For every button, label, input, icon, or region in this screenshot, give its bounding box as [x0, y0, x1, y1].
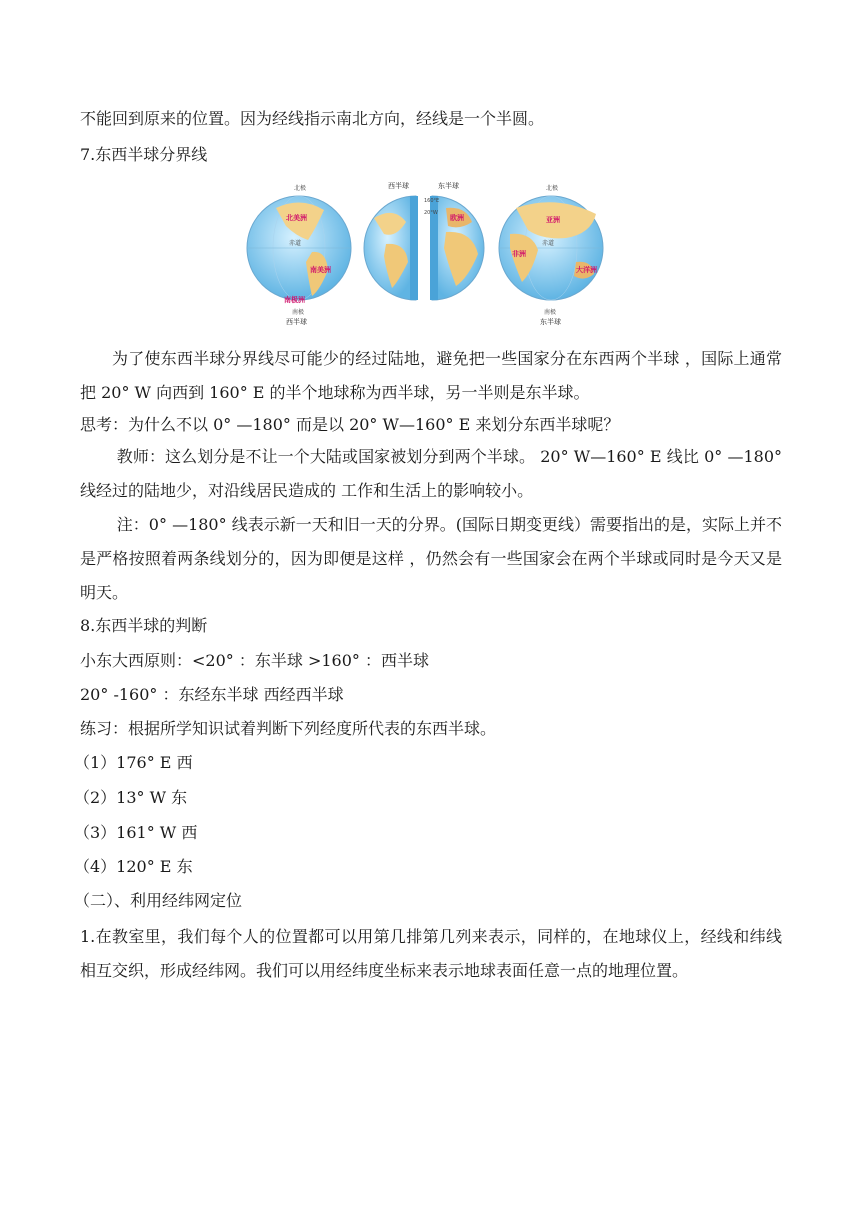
- hemisphere-figure: [246, 178, 616, 330]
- section-heading-7: 7.东西半球分界线: [80, 145, 208, 164]
- label-north-america: 北美洲: [286, 214, 307, 222]
- text-exercise: 练习：根据所学知识试着判断下列经度所代表的东西半球。: [80, 719, 497, 738]
- label-eastern-hemisphere: 东半球: [540, 318, 561, 326]
- label-eastern-hemisphere-top: 东半球: [438, 182, 459, 190]
- label-western-hemisphere-top: 西半球: [388, 182, 409, 190]
- label-south-pole-right: 南极: [544, 309, 557, 316]
- section-heading-8: 8.东西半球的判断: [80, 616, 208, 635]
- label-europe: 欧洲: [450, 214, 464, 222]
- exercise-item-4: （4）120° E 东: [74, 857, 193, 876]
- label-western-hemisphere: 西半球: [286, 318, 307, 326]
- label-20w: 20°W: [424, 210, 438, 216]
- section-heading-2: （二）、利用经纬网定位: [74, 891, 243, 910]
- paragraph-division-rule: 为了使东西半球分界线尽可能少的经过陆地，避免把一些国家分在东西两个半球 ，国际上通常把 20° W 向西到 160° E 的半个地球称为西半球，另一半则是东半球。: [80, 349, 782, 402]
- label-north-pole-left: 北极: [294, 185, 307, 192]
- text-rule: 小东大西原则：<20° ：东半球 >160° ：西半球: [80, 651, 429, 670]
- exercise-item-2: （2）13° W 东: [74, 788, 188, 807]
- exercise-item-1: （1）176° E 西: [74, 753, 193, 772]
- label-asia: 亚洲: [546, 216, 560, 224]
- label-north-pole-right: 北极: [546, 185, 559, 192]
- label-antarctica: 南极洲: [284, 296, 305, 304]
- text-rule-2: 20° -160° ：东经东半球 西经西半球: [80, 685, 344, 704]
- text-question: 思考：为什么不以 0° —180° 而是以 20° W—160° E 来划分东西半球呢？: [80, 415, 620, 434]
- paragraph-graticule: 1.在教室里，我们每个人的位置都可以用第几排第几列来表示，同样的，在地球仪上，经线和纬线相互交织，形成经纬网。我们可以用经纬度坐标来表示地球表面任意一点的地理位置。: [80, 927, 782, 980]
- label-africa: 非洲: [512, 250, 526, 258]
- label-south-pole-left: 南极: [292, 309, 305, 316]
- label-160e: 160°E: [424, 198, 440, 204]
- label-equator-left: 赤道: [289, 240, 302, 247]
- label-south-america: 南美洲: [310, 266, 331, 274]
- hemisphere-globes: [246, 178, 616, 330]
- paragraph-teacher-answer: 教师：这么划分是不让一个大陆或国家被划分到两个半球。 20° W—160° E 线比 0° —180° 线经过的陆地少，对沿线居民造成的 工作和生活上的影响较小。: [80, 447, 782, 500]
- paragraph-note: 注：0° —180° 线表示新一天和旧一天的分界。(国际日期变更线）需要指出的是，实际上并不是严格按照着两条线划分的，因为即便是这样 ，仍然会有一些国家会在两个半球或同时是今天又是明天。: [80, 515, 782, 602]
- exercise-item-3: （3）161° W 西: [74, 823, 198, 842]
- label-oceania: 大洋洲: [576, 266, 597, 274]
- western-hemisphere-globe: [247, 196, 351, 305]
- label-equator-right: 赤道: [542, 240, 555, 247]
- text-line: 不能回到原来的位置。因为经线指示南北方向，经线是一个半圆。: [80, 109, 545, 128]
